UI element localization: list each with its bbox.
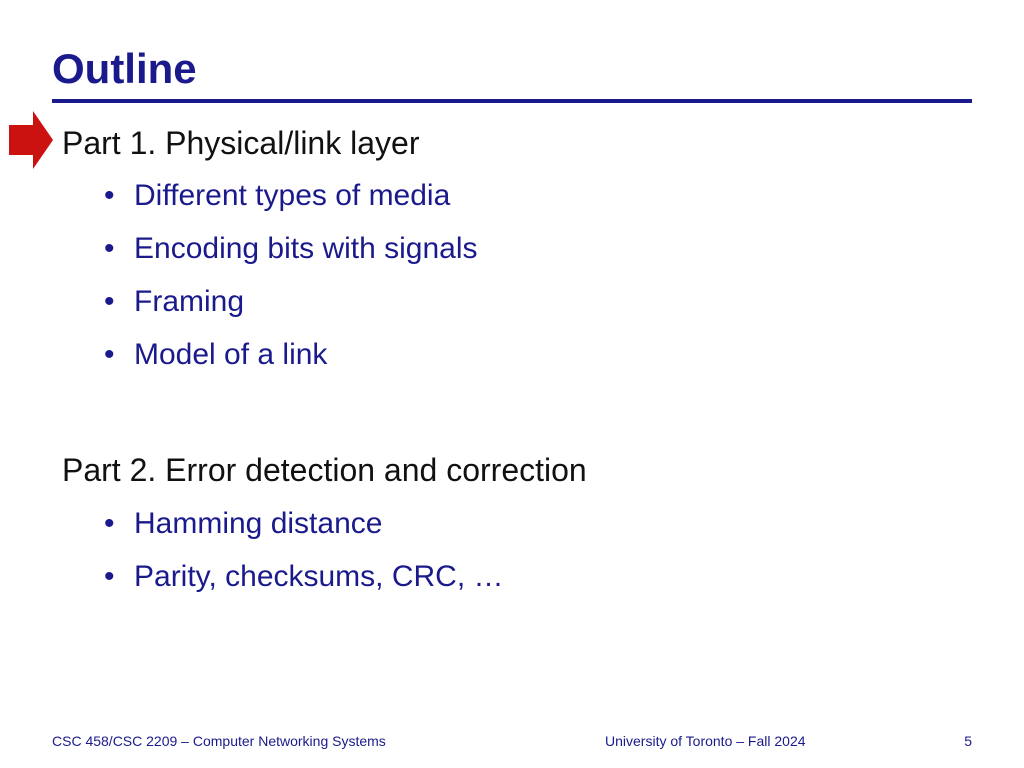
bullet-icon: • (104, 560, 115, 593)
part-2-heading: Part 2. Error detection and correction (62, 452, 587, 488)
title-underline (52, 99, 972, 103)
slide-title: Outline (52, 45, 197, 92)
footer-institution: University of Toronto – Fall 2024 (605, 733, 806, 749)
list-item (104, 181, 478, 234)
bullet-icon: • (104, 179, 115, 212)
list-item (104, 509, 504, 562)
bullet-icon: • (104, 232, 115, 265)
bullet-icon: • (104, 338, 115, 371)
list-item (104, 340, 478, 393)
right-arrow-icon (9, 111, 53, 169)
list-item (104, 562, 504, 615)
list-item-label: Framing (134, 285, 245, 318)
list-item-label: Different types of media (134, 179, 451, 212)
list-item (104, 287, 478, 340)
part-1-bullet-list (104, 181, 478, 393)
bullet-icon: • (104, 507, 115, 540)
bullet-icon: • (104, 285, 115, 318)
footer-course: CSC 458/CSC 2209 – Computer Networking Systems (52, 733, 386, 749)
list-item-label: Parity, checksums, CRC, … (134, 560, 504, 593)
part-1-heading: Part 1. Physical/link layer (62, 125, 420, 161)
slide-page-number: 5 (964, 733, 972, 749)
list-item-label: Model of a link (134, 338, 328, 371)
list-item (104, 234, 478, 287)
list-item-label: Hamming distance (134, 507, 383, 540)
part-2-bullet-list (104, 509, 504, 615)
list-item-label: Encoding bits with signals (134, 232, 478, 265)
